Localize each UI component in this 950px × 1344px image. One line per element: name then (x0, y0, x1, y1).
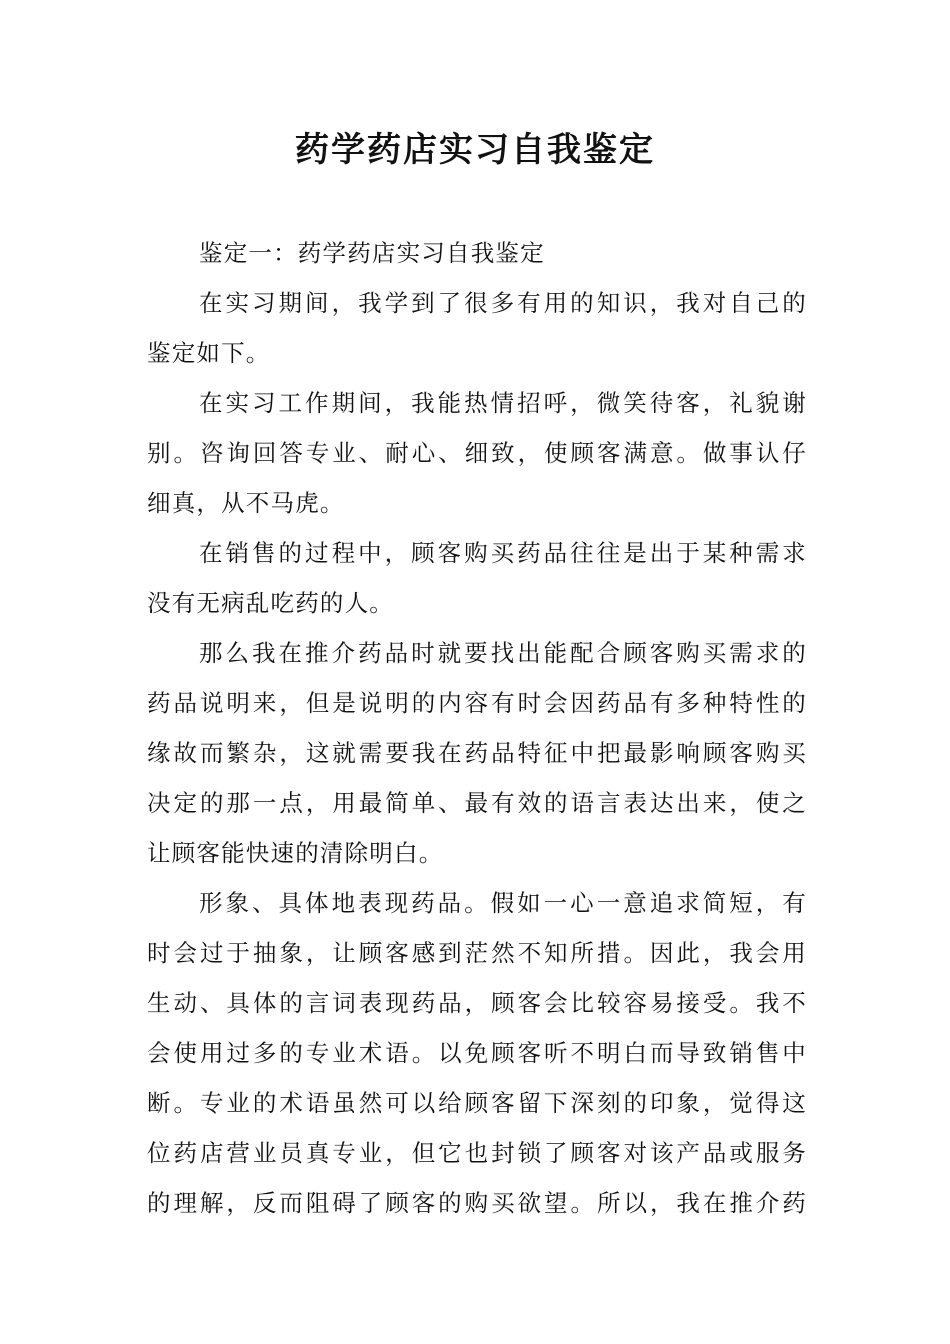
section-heading: 鉴定一：药学药店实习自我鉴定 (199, 239, 545, 267)
paragraph-line: 会使用过多的专业术语。以免顾客听不明白而导致销售中 (147, 1039, 807, 1067)
paragraph-line: 位药店营业员真专业，但它也封锁了顾客对该产品或服务 (147, 1139, 807, 1167)
paragraph-line: 时会过于抽象，让顾客感到茫然不知所措。因此，我会用 (147, 939, 807, 967)
paragraph-line: 在销售的过程中，顾客购买药品往往是出于某种需求 (199, 539, 807, 567)
paragraph-line: 断。专业的术语虽然可以给顾客留下深刻的印象，觉得这 (147, 1089, 807, 1117)
paragraph-line: 的理解，反而阻碍了顾客的购买欲望。所以，我在推介药 (147, 1189, 807, 1217)
paragraph-line: 在实习工作期间，我能热情招呼，微笑待客，礼貌谢 (199, 389, 807, 417)
paragraph-line: 生动、具体的言词表现药品，顾客会比较容易接受。我不 (147, 989, 807, 1017)
paragraph-line: 没有无病乱吃药的人。 (147, 589, 394, 617)
paragraph-line: 那么我在推介药品时就要找出能配合顾客购买需求的 (199, 639, 807, 667)
paragraph-line: 决定的那一点，用最简单、最有效的语言表达出来，使之 (147, 789, 807, 817)
document-body (147, 228, 807, 1228)
paragraph-line: 药品说明来，但是说明的内容有时会因药品有多种特性的 (147, 689, 807, 717)
paragraph-line: 在实习期间，我学到了很多有用的知识，我对自己的 (199, 289, 807, 317)
document-title: 药学药店实习自我鉴定 (295, 130, 655, 170)
paragraph-line: 别。咨询回答专业、耐心、细致，使顾客满意。做事认仔 (147, 439, 807, 467)
paragraph-line: 缘故而繁杂，这就需要我在药品特征中把最影响顾客购买 (147, 739, 807, 767)
paragraph-line: 形象、具体地表现药品。假如一心一意追求简短，有 (199, 889, 807, 917)
paragraph-line: 鉴定如下。 (147, 339, 271, 367)
paragraph-line: 让顾客能快速的清除明白。 (147, 839, 444, 867)
paragraph-line: 细真，从不马虎。 (147, 489, 345, 517)
